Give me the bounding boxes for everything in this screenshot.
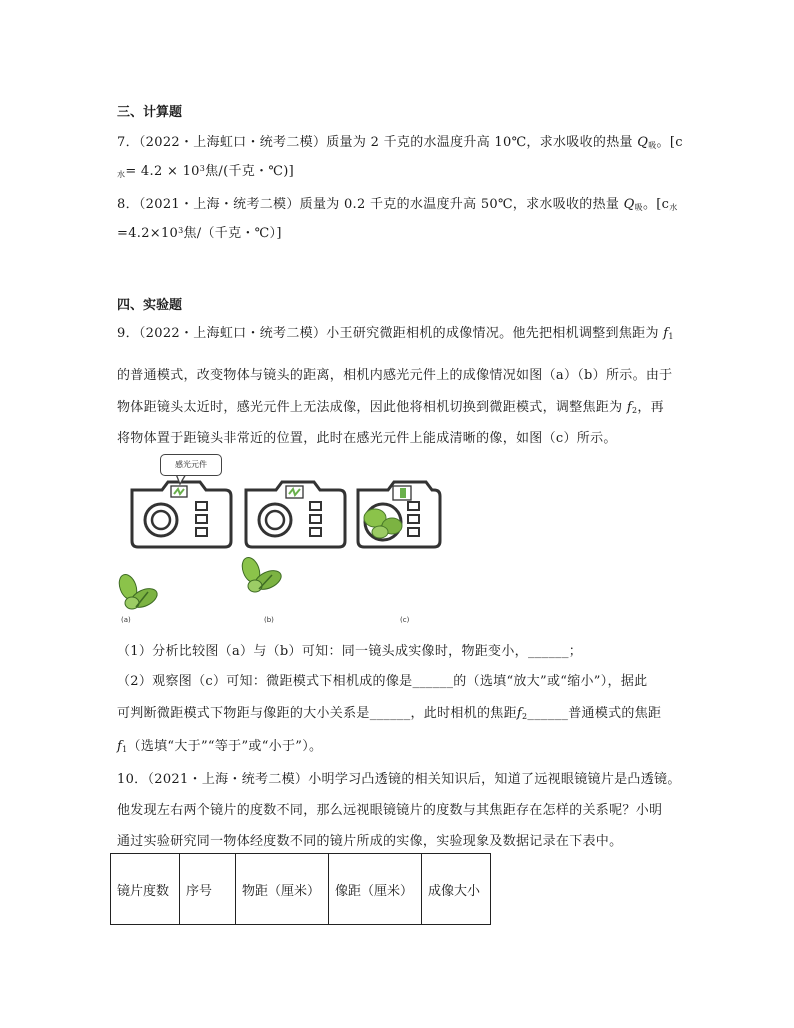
q7-symbol-q: Q <box>637 135 649 150</box>
table-header-cell: 像距（厘米） <box>329 854 422 925</box>
q7-unit: 焦/(千克・℃)] <box>205 164 294 179</box>
q8-exponent: 3 <box>178 226 184 235</box>
caption-c: (c) <box>400 616 410 624</box>
q8-symbol-q: Q <box>623 197 635 212</box>
q9-symbol-f: f <box>663 326 669 341</box>
q9-text-3: 物体距镜头太近时，感光元件上无法成像，因此他将相机切换到微距模式，调整焦距为 <box>117 400 623 415</box>
q8-text-post: 。[c <box>642 197 670 212</box>
q8-text: 8．（2021・上海・统考二模）质量为 0.2 千克的水温度升高 50℃，求水吸收的热量 <box>117 197 620 212</box>
q10-line-3: 通过实验研究同一物体经度数不同的镜片所成的实像，实验现象及数据记录在下表中。 <box>117 834 623 849</box>
caption-b: (b) <box>264 616 274 624</box>
butterfly-b-icon <box>239 555 284 593</box>
q9-sub-1: 1 <box>668 332 674 341</box>
table-header-row <box>111 854 491 925</box>
camera-a-icon <box>132 482 231 547</box>
table-header-cell: 物距（厘米） <box>236 854 329 925</box>
q7-sub-water: 水 <box>117 170 126 179</box>
section-heading-calculation: 三、计算题 <box>117 105 183 120</box>
q9-sq2-symbol-f1: f <box>117 739 123 754</box>
table-header-cell: 序号 <box>180 854 236 925</box>
q9-text-1: 9．（2022・上海虹口・统考二模）小王研究微距相机的成像情况。他先把相机调整到焦距为 <box>117 326 659 341</box>
q7-exponent: 3 <box>199 164 206 173</box>
q9-sq2-text: 可判断微距模式下物距与像距的大小关系是______，此时相机的焦距 <box>117 706 517 721</box>
q9-line-4: 将物体置于距镜头非常近的位置，此时在感光元件上能成清晰的像，如图（c）所示。 <box>117 431 617 446</box>
camera-b-icon <box>246 482 345 547</box>
q9-sq2-sub: 2 <box>522 712 528 721</box>
q9-sq2-text-post: ______普通模式的焦距 <box>527 706 662 721</box>
q9-text-3-post: ，再 <box>637 400 664 415</box>
q7-sub-absorb: 吸 <box>648 141 657 150</box>
q9-subquestion-2-line-3 <box>117 735 322 754</box>
data-table <box>110 853 491 925</box>
table-header-cell: 镜片度数 <box>111 854 180 925</box>
callout-sensor-label: 感光元件 <box>160 454 222 476</box>
camera-c-icon <box>358 482 440 547</box>
q8-sub-absorb: 吸 <box>634 203 643 212</box>
q9-sq2-text-3: （选填“大于”“等于”或“小于”）。 <box>127 739 323 754</box>
butterfly-a-icon <box>116 572 160 611</box>
q9-subquestion-2-line-2 <box>117 702 661 721</box>
table-header-cell: 成像大小 <box>422 854 491 925</box>
q10-line-1: 10．（2021・上海・统考二模）小明学习凸透镜的相关知识后，知道了远视眼镜镜片是凸透镜。 <box>117 772 681 787</box>
q7-text: 7．（2022・上海虹口・统考二模）质量为 2 千克的水温度升高 10℃，求水吸收的热量 <box>117 135 633 150</box>
q9-sub-2: 2 <box>631 406 638 415</box>
q8-value: =4.2×10 <box>117 226 179 241</box>
caption-a: (a) <box>121 616 131 624</box>
q7-text-post: 。[c <box>656 135 683 150</box>
q10-line-2: 他发现左右两个镜片的度数不同，那么远视眼镜镜片的度数与其焦距存在怎样的关系呢？小明 <box>117 803 663 818</box>
q9-subquestion-2-line-1: （2）观察图（c）可知：微距模式下相机成的像是______的（选填“放大”或“缩小”），据此 <box>117 674 648 689</box>
q9-symbol-f2: f <box>626 400 632 415</box>
q9-sq2-sub-1: 1 <box>122 745 128 754</box>
q9-sq2-symbol-f: f <box>516 706 523 721</box>
section-heading-experiment: 四、实验题 <box>117 298 183 313</box>
q8-unit: 焦/（千克・℃）] <box>183 226 282 241</box>
q9-line-2: 的普通模式，改变物体与镜头的距离，相机内感光元件上的成像情况如图（a）（b）所示。由于 <box>117 368 673 383</box>
q7-value: = 4.2 × 10 <box>125 164 200 179</box>
q8-sub-water: 水 <box>669 203 678 212</box>
q9-subquestion-1: （1）分析比较图（a）与（b）可知：同一镜头成实像时，物距变小，______； <box>117 644 583 659</box>
